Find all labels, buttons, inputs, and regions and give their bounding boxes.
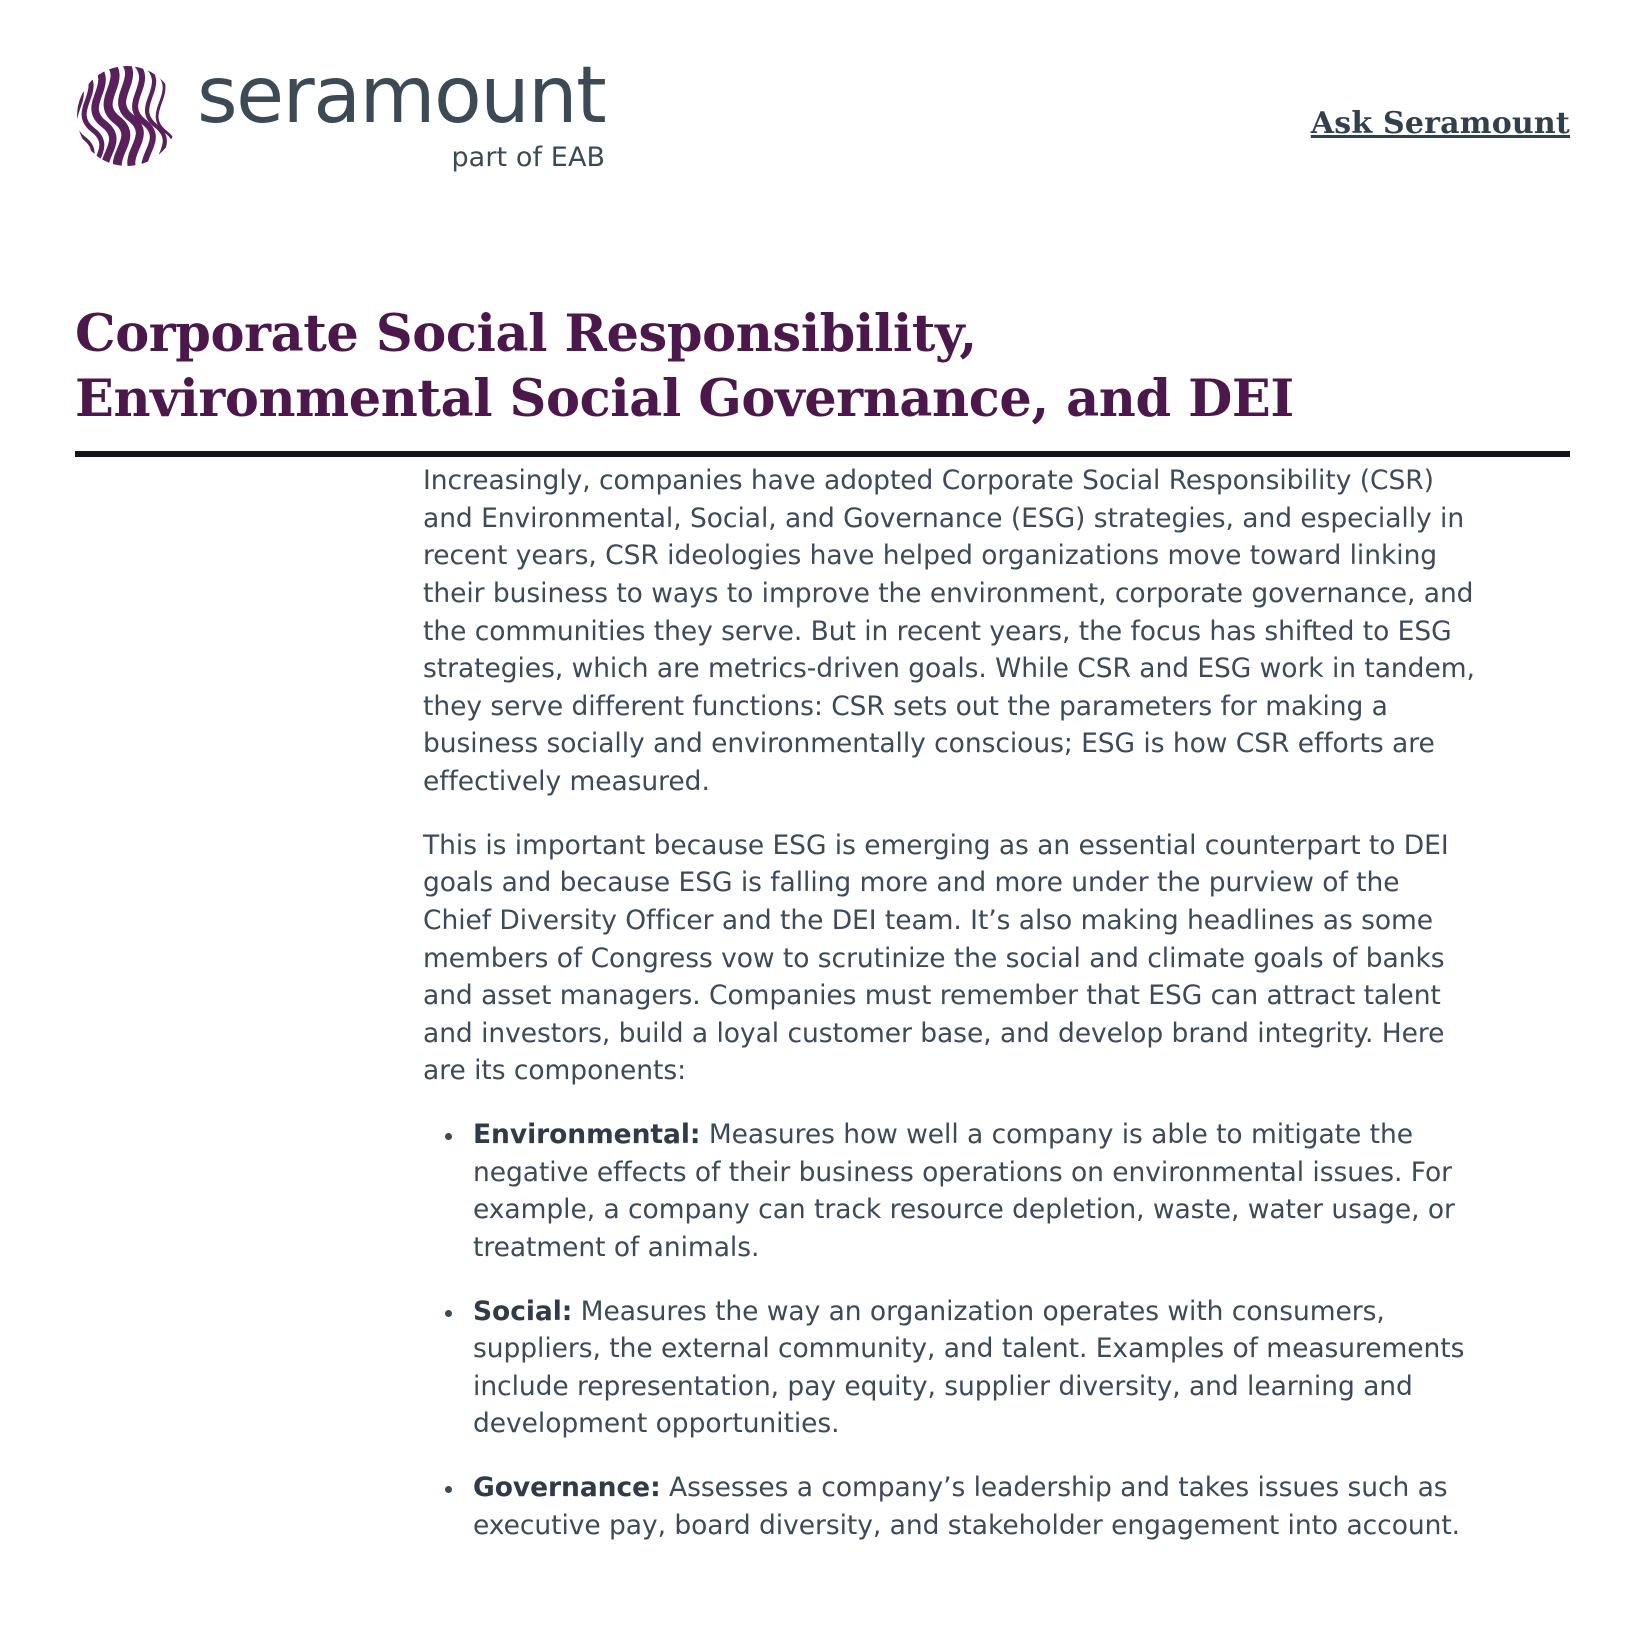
list-item [423,1116,1475,1267]
esg-components-list [423,1116,1475,1544]
bullet-dot-icon [445,1310,452,1317]
list-item-text: Assesses a company’s leadership and takes issues such as executive pay, board diversity, and stakeholder engagement into account. [473,1472,1461,1541]
seramount-logo[interactable] [75,51,606,174]
brand-name: seramount [197,51,606,141]
ask-seramount-link[interactable]: Ask Seramount [1310,106,1570,141]
list-item-term: Governance: [473,1472,661,1503]
page-header [75,51,1570,198]
title-block [75,302,1570,457]
list-item-text: Measures how well a company is able to mitigate the negative effects of their business operations on environmental issues. For example, a company can track resource depletion, waste, water usage, or treatment of animals. [473,1119,1455,1263]
paragraph: This is important because ESG is emerging as an essential counterpart to DEI goals and because ESG is falling more and more under the purview of the Chief Diversity Officer and the DEI team. It’s also making headlines as some members of Congress vow to scrutinize the social and climate goals of banks and asset managers. Companies must remember that ESG can attract talent and investors, build a loyal customer base, and develop brand integrity. Here are its components: [423,829,1449,1087]
brand-tagline: part of EAB [451,142,606,174]
page-title: Corporate Social Responsibility, Environmental Social Governance, and DEI [75,304,1294,430]
bullet-dot-icon [445,1133,452,1140]
list-item-term: Social: [473,1295,573,1327]
list-item [423,1293,1475,1444]
list-item [423,1469,1475,1544]
list-item-text: Measures the way an organization operates with consumers, suppliers, the external community, and talent. Examples of measurements include representation, pay equity, supplier diversity, and learning and development opportunities. [473,1295,1465,1440]
paragraph: Increasingly, companies have adopted Corporate Social Responsibility (CSR) and Environmental, Social, and Governance (ESG) strategies, and especially in recent years, CSR ideologies have helped organizations move toward linking their business to ways to improve the environment, corporate governance, and the communities they serve. But in recent years, the focus has shifted to ESG strategies, which are metrics-driven goals. While CSR and ESG work in tandem, they serve different functions: CSR sets out the parameters for making a business socially and environmentally conscious; ESG is how CSR efforts are effectively measured. [423,465,1475,797]
list-item-term: Environmental: [473,1119,701,1150]
bullet-dot-icon [445,1486,452,1493]
seramount-swirl-icon [75,64,179,168]
title-divider [75,451,1570,457]
article-body [423,462,1475,1544]
seramount-wordmark [197,51,606,174]
